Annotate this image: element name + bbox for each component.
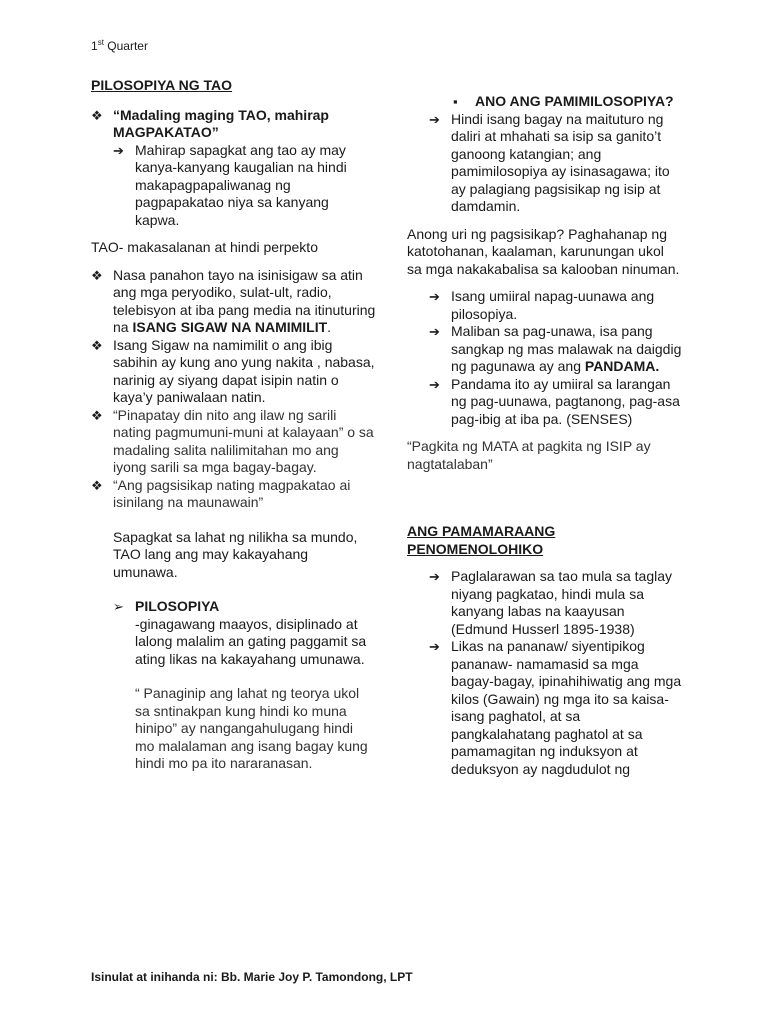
quarter-label: 1st Quarter [91,38,148,53]
list-item: ❖ “Madaling maging TAO, mahirap MAGPAKATAO” [91,106,329,140]
list-item: ➔ Maliban sa pag-unawa, isa pang sangkap ng mas malawak na daigdig ng pagunawa ay ang PANDAMA. [429,323,682,374]
list-item: ➔ Isang umiiral napag-uunawa ang pilosopiya. [429,288,655,322]
list-item: ➔ Hindi isang bagay na maituturo ng daliri at mhahati sa isip sa ganito’t ganoong katangian; ang pamimilosopiya ay isinasagawa; ito ay palagiang pagsisikap ng isip at damdamin. [429,110,670,214]
arrow-bullet-icon: ➔ [429,289,440,304]
chevron-bullet-icon: ➢ [113,599,124,614]
list-item: ➔ Mahirap sapagkat ang tao ay may kanya-kanyang kaugalian na hindi makapagpapaliwanag ng pagpapakatao niya sa kanyang kapwa. [113,141,347,228]
quote: “Pagkita ng MATA at pagkita ng ISIP ay nagtatalaban” [407,438,651,472]
paragraph: Sapagkat sa lahat ng nilikha sa mundo, TAO lang ang may kakayahang umunawa. [113,528,358,580]
tao-definition: TAO- makasalanan at hindi perpekto [91,239,318,255]
arrow-bullet-icon: ➔ [429,376,440,392]
list-item: ▪ ANO ANG PAMIMILOSOPIYA? [453,93,674,109]
right-column [407,93,682,778]
arrow-bullet-icon: ➔ [429,111,440,127]
paragraph: Anong uri ng pagsisikap? Paghahanap ng katotohanan, kaalaman, karunungan ukol sa mga nakakabalisa sa kalooban ninuman. [407,225,680,277]
arrow-bullet-icon: ➔ [429,324,440,339]
section-title-pilosopiya-ng-tao: PILOSOPIYA NG TAO [91,77,233,93]
arrow-bullet-icon: ➔ [429,639,440,654]
list-item: ➔ Likas na pananaw/ siyentipikog pananaw- namamasid sa mga bagay-bagay, ipinahihiwatig ang mga kilos (Gawain) ng mga ito sa kaisa-isang paghatol, at sa pangkalahatang paghatol at sa pamamagitan ng induksyon at deduksyon ay nagdudulot ng [429,638,682,777]
arrow-bullet-icon: ➔ [113,142,124,158]
list-item: ❖ Isang Sigaw na namimilit o ang ibig sabihin ay kung ano yung nakita , nabasa, narinig ay siyang dapat isipin natin o kaya’y paniwalaan natin. [91,336,375,405]
diamond-bullet-icon: ❖ [91,337,103,353]
diamond-bullet-icon: ❖ [91,407,103,423]
list-item: ❖ Nasa panahon tayo na isinisigaw sa atin ang mga peryodiko, sulat-ult, radio, telebisyon at iba pang media na itinuturing na ISANG SIGAW NA NAMIMILIT. [91,266,376,335]
diamond-bullet-icon: ❖ [91,107,103,123]
square-bullet-icon: ▪ [453,94,458,109]
list-item: ➔ Paglalarawan sa tao mula sa taglay niyang pagkatao, hindi mula sa kanyang labas na kaayusan (Edmund Husserl 1895-1938) [429,568,673,637]
footer-author: Isinulat at inihanda ni: Bb. Marie Joy P. Tamondong, LPT [91,970,413,984]
diamond-bullet-icon: ❖ [91,267,103,283]
section-title-penomenolohiko: ANG PAMAMARAANG PENOMENOLOHIKO [407,523,556,557]
list-item: ❖ “Ang pagsisikap nating magpakatao ai isinilang na maunawain” [91,476,351,510]
diamond-bullet-icon: ❖ [91,477,103,493]
arrow-bullet-icon: ➔ [429,569,440,584]
list-item: ❖ “Pinapatay din nito ang ilaw ng sarili nating pagmumuni-muni at kalayaan” o sa madaling salita nalilimitahan mo ang iyong sarili sa mga bagay-bagay. [91,406,374,475]
list-item: ➢ PILOSOPIYA -ginagawang maayos, disiplinado at lalong malalim an gating paggamit sa ating likas na kakayahang umunawa. “ Panaginip ang lahat ng teorya ukol sa sntinakpan kung hindi ko muna hinipo” ay nangangahulugang hindi mo malalaman ang isang bagay kung hindi mo pa ito nararanasan. [113,598,368,771]
list-item: ➔ Pandama ito ay umiiral sa larangan ng pag-uunawa, pagtanong, pag-asa pag-ibig at iba pa. (SENSES) [429,375,680,427]
left-column [91,77,376,773]
